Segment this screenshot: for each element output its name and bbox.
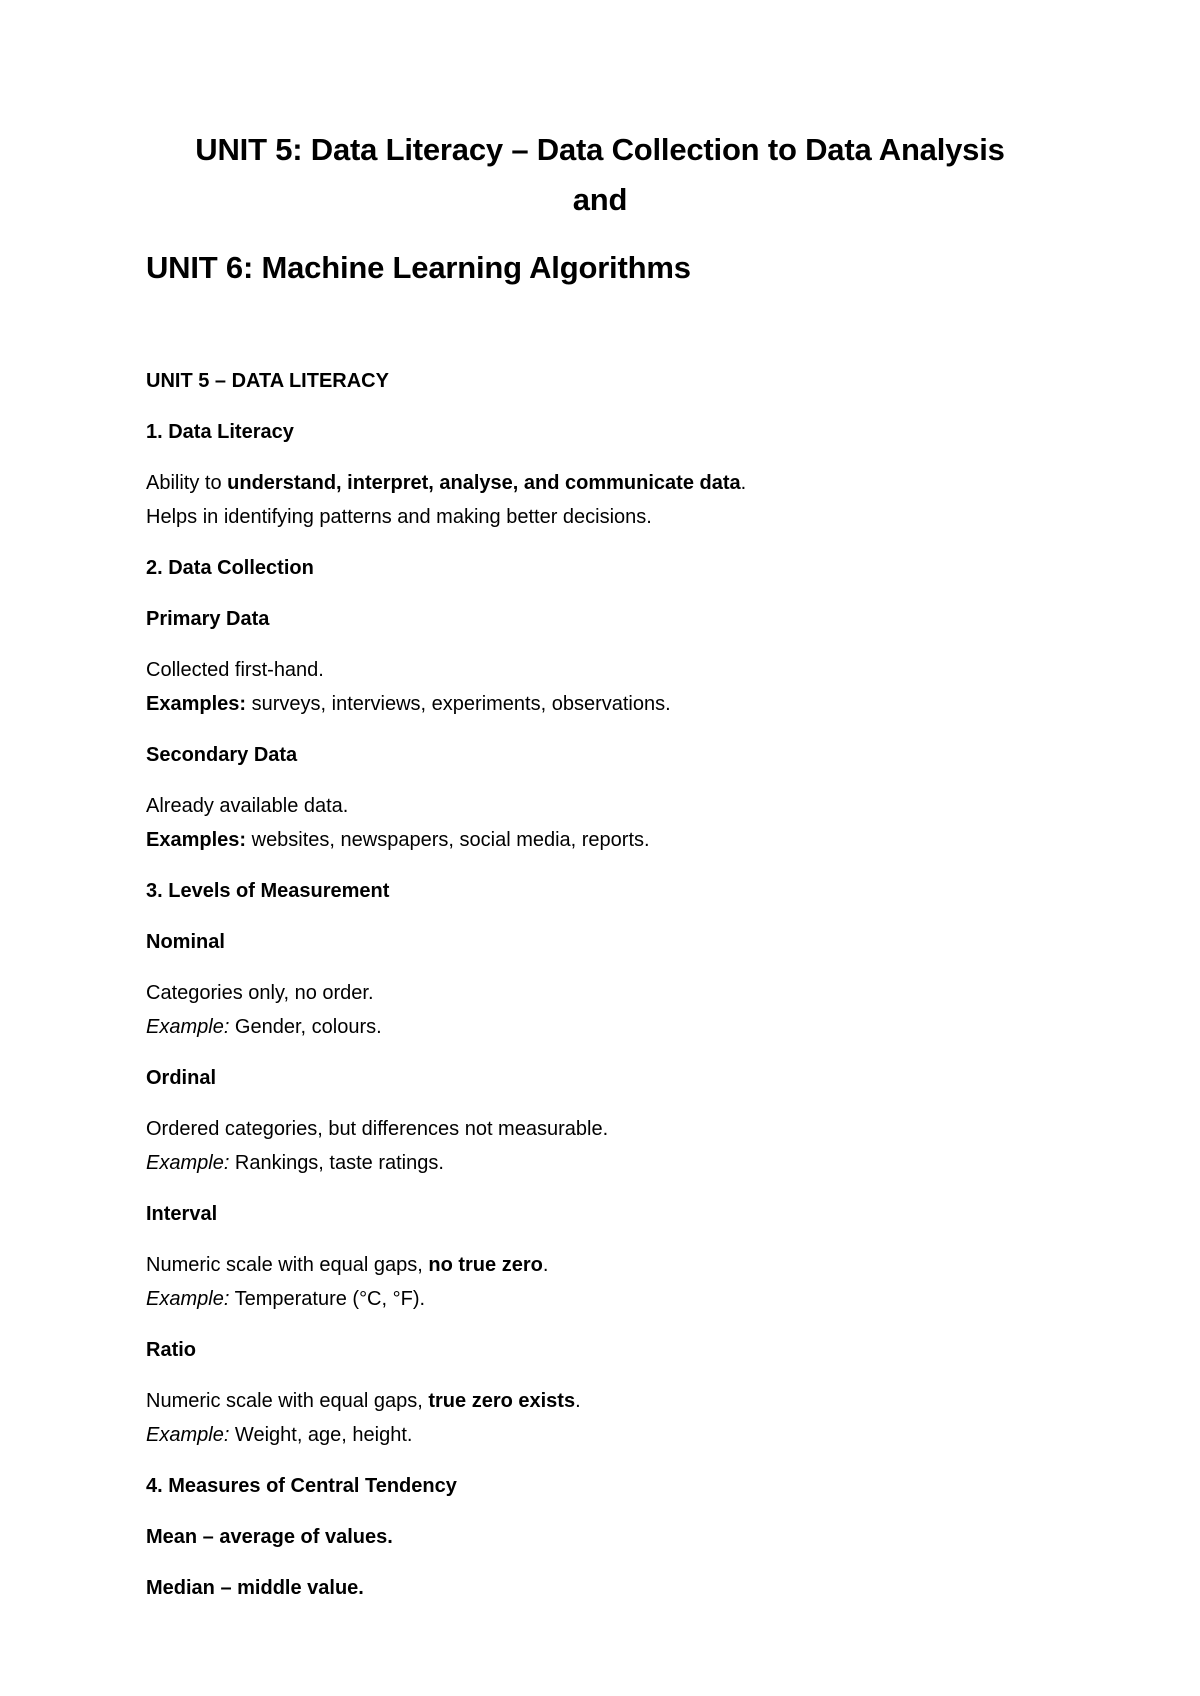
example-text: Gender, colours.	[229, 1016, 382, 1038]
ratio-desc	[146, 1389, 581, 1413]
section-1-heading: 1. Data Literacy	[146, 421, 294, 443]
text-run: Ability to	[146, 472, 228, 494]
section-4-heading: 4. Measures of Central Tendency	[146, 1475, 457, 1497]
interval-desc	[146, 1253, 548, 1277]
median-item: Median – middle value.	[146, 1577, 364, 1599]
primary-data-desc: Collected first-hand.	[146, 659, 324, 681]
secondary-data-heading: Secondary Data	[146, 744, 298, 766]
document-title-line-2: and	[572, 182, 628, 217]
secondary-data-desc: Already available data.	[146, 795, 349, 817]
example-text: Weight, age, height.	[229, 1424, 413, 1446]
text-run: Numeric scale with equal gaps,	[146, 1254, 429, 1276]
example-text: Rankings, taste ratings.	[229, 1152, 444, 1174]
unit5-heading: UNIT 5 – DATA LITERACY	[146, 370, 389, 392]
example-label: Example:	[146, 1152, 230, 1174]
example-text: Temperature (°C, °F).	[229, 1288, 426, 1310]
ratio-heading: Ratio	[146, 1339, 196, 1361]
text-run: Numeric scale with equal gaps,	[146, 1390, 429, 1412]
primary-data-examples	[146, 692, 671, 716]
nominal-heading: Nominal	[146, 931, 225, 953]
document-title-line-3: UNIT 6: Machine Learning Algorithms	[146, 250, 691, 285]
ordinal-desc: Ordered categories, but differences not measurable.	[146, 1118, 609, 1140]
ordinal-example	[146, 1151, 444, 1175]
text-run: .	[542, 1254, 549, 1276]
example-label: Example:	[146, 1424, 230, 1446]
section-3-heading: 3. Levels of Measurement	[146, 880, 390, 902]
ordinal-heading: Ordinal	[146, 1067, 217, 1089]
text-run-bold: no true zero	[428, 1254, 543, 1276]
interval-example	[146, 1287, 425, 1311]
secondary-data-examples	[146, 828, 650, 852]
interval-heading: Interval	[146, 1203, 218, 1225]
text-run: .	[575, 1390, 581, 1412]
section-2-heading: 2. Data Collection	[146, 557, 314, 579]
example-label: Example:	[146, 1288, 230, 1310]
text-run-bold: understand, interpret, analyse, and communicate data	[227, 472, 741, 494]
text-run: .	[740, 472, 747, 494]
mean-item: Mean – average of values.	[146, 1526, 393, 1548]
example-label: Example:	[146, 1016, 230, 1038]
examples-label: Examples:	[146, 829, 247, 851]
data-literacy-definition	[146, 471, 746, 495]
nominal-example	[146, 1015, 382, 1039]
examples-text: surveys, interviews, experiments, observations.	[246, 693, 671, 715]
examples-label: Examples:	[146, 693, 247, 715]
examples-text: websites, newspapers, social media, reports.	[246, 829, 650, 851]
document-title-line-1: UNIT 5: Data Literacy – Data Collection to Data Analysis	[195, 132, 1005, 167]
text-run-bold: true zero exists	[428, 1390, 576, 1412]
primary-data-heading: Primary Data	[146, 608, 270, 630]
data-literacy-benefit: Helps in identifying patterns and making better decisions.	[146, 506, 652, 528]
nominal-desc: Categories only, no order.	[146, 982, 374, 1004]
ratio-example	[146, 1423, 412, 1447]
